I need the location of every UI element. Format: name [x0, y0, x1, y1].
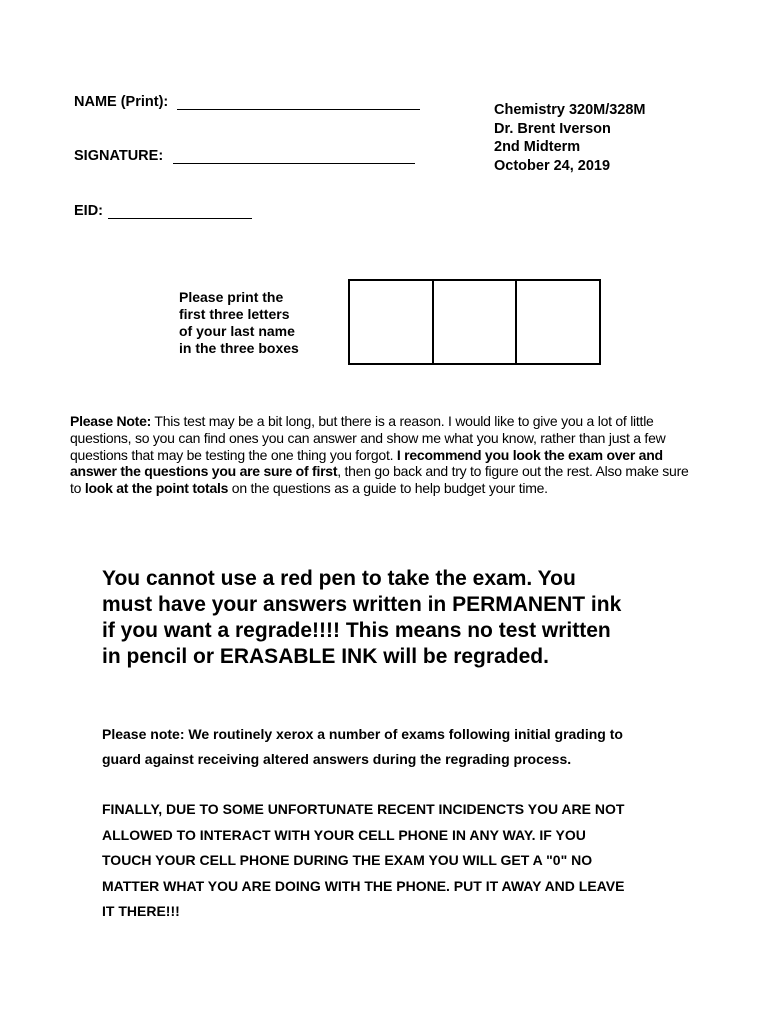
- course-title: Chemistry 320M/328M: [494, 102, 646, 118]
- name-label: NAME (Print):: [74, 94, 169, 110]
- course-info: [494, 101, 646, 175]
- name-field[interactable]: [177, 109, 420, 110]
- initial-box-3[interactable]: [517, 281, 599, 363]
- exam-name: 2nd Midterm: [494, 139, 581, 155]
- instructor-name: Dr. Brent Iverson: [494, 120, 611, 137]
- note-lead: Please Note:: [70, 413, 152, 429]
- note-paragraph: Please Note: This test may be a bit long, but there is a reason. I would like to give you a lot of little questions, so you can find ones you can answer and show me what you know, rather than just a few questions that may be testing the one thing you forgot. I recommend you look the exam over and answer the questions you are sure of first, then go back and try to figure out the rest. Also make sure to look at the point totals on the questions as a guide to help budget your time.: [70, 413, 689, 497]
- signature-field[interactable]: [173, 163, 415, 164]
- signature-label: SIGNATURE:: [74, 148, 164, 164]
- xerox-note: Please note: We routinely xerox a number of exams following initial grading to guard against receiving altered answers during the regrading process.: [102, 726, 623, 767]
- exam-date: October 24, 2019: [494, 157, 611, 174]
- red-pen-warning: You cannot use a red pen to take the exam. You must have your answers written in PERMANENT ink if you want a regrade!!!! This means no test written in pencil or ERASABLE INK will be regraded.: [102, 567, 622, 668]
- initial-box-2[interactable]: [434, 281, 518, 363]
- cell-phone-warning: FINALLY, DUE TO SOME UNFORTUNATE RECENT INCIDENCTS YOU ARE NOT ALLOWED TO INTERACT WITH YOUR CELL PHONE IN ANY WAY. IF YOU TOUCH YOUR CELL PHONE DURING THE EXAM YOU WILL GET A "0" NO MATTER WHAT YOU ARE DOING WITH THE PHONE. PUT IT AWAY AND LEAVE IT THERE!!!: [102, 801, 625, 919]
- eid-label: EID:: [74, 203, 103, 219]
- eid-field[interactable]: [108, 218, 252, 219]
- boxes-instruction: Please print the first three letters of your last name in the three boxes: [179, 289, 299, 356]
- initials-boxes: [348, 279, 601, 365]
- initial-box-1[interactable]: [350, 281, 434, 363]
